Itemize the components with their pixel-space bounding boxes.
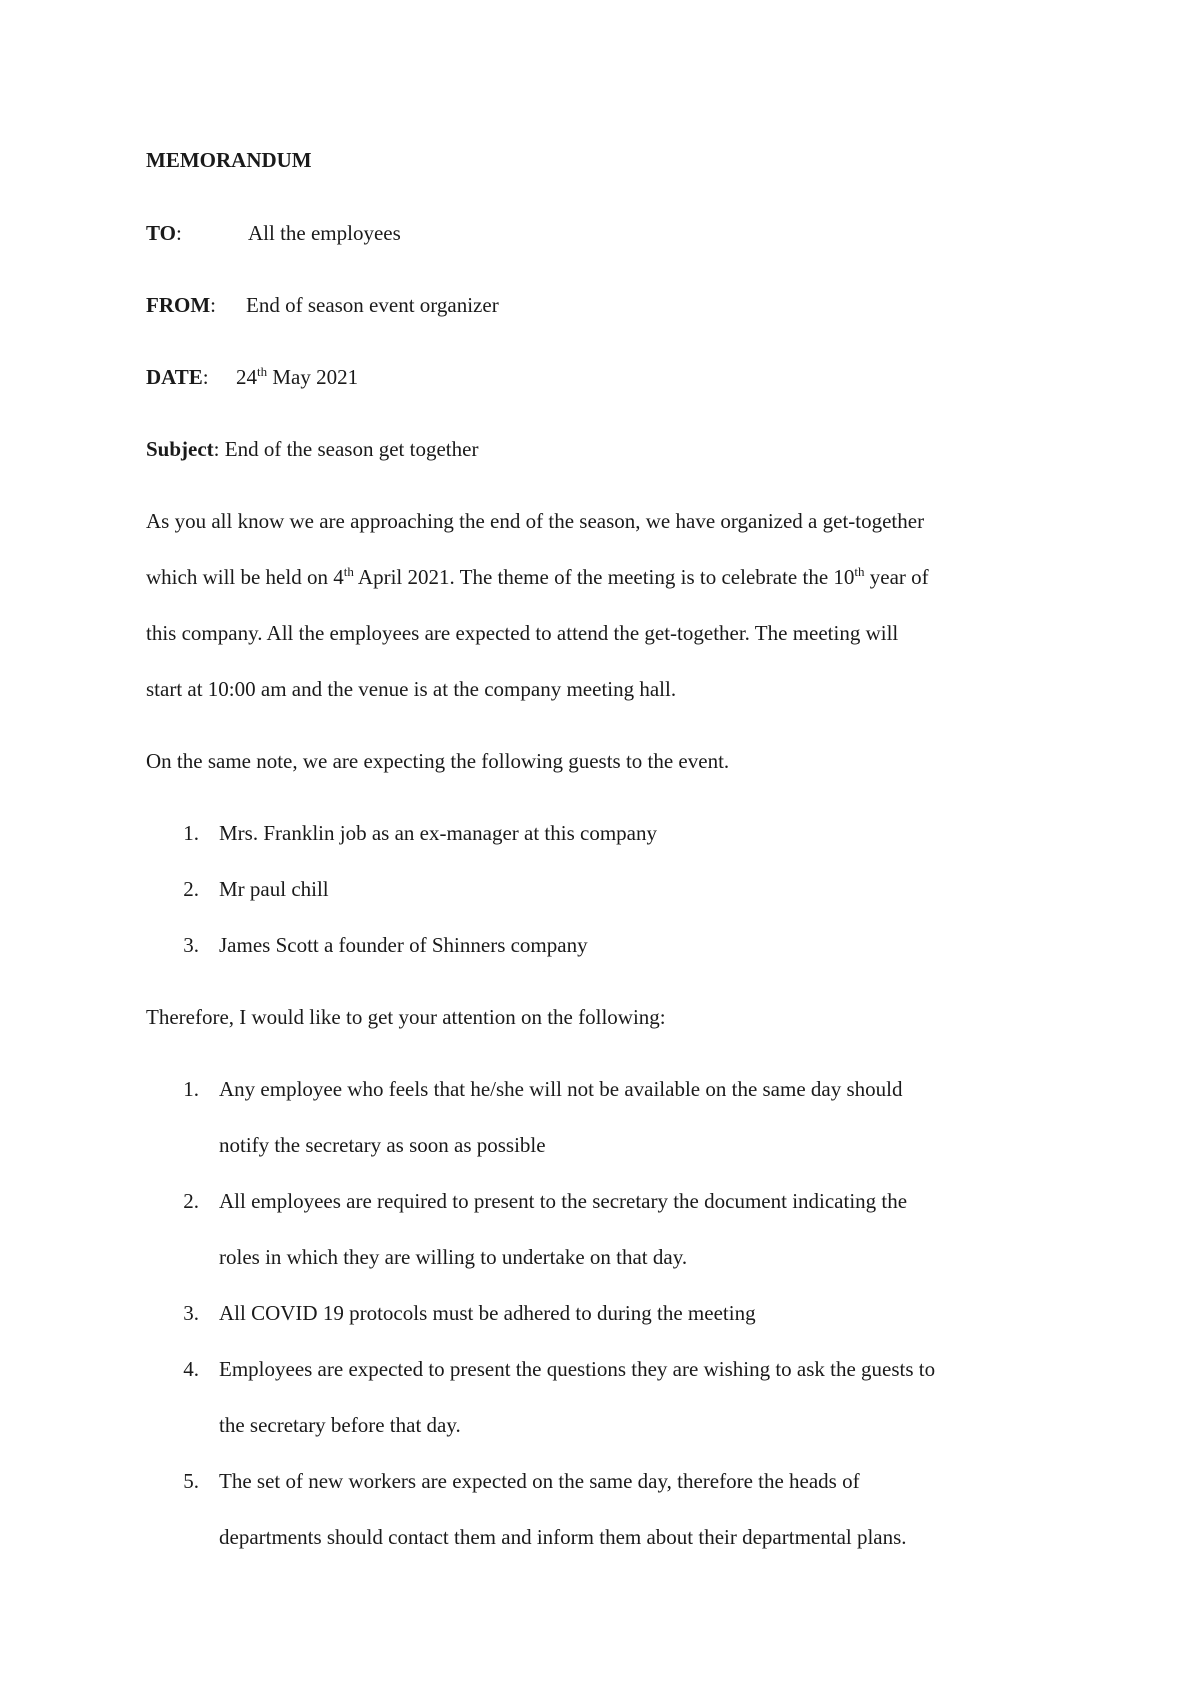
para1-line2-sup1: th [343, 564, 354, 579]
to-label: TO [146, 221, 176, 245]
para1-line2-sup2: th [854, 564, 865, 579]
para3: Therefore, I would like to get your attention on the following: [146, 1005, 666, 1029]
point-item-line2: notify the secretary as soon as possible [219, 1133, 546, 1157]
memo-to-row [146, 220, 182, 246]
subject-colon: : [213, 437, 220, 461]
memo-from-row [146, 292, 216, 318]
from-label: FROM [146, 293, 211, 317]
point-number: 3. [183, 1301, 199, 1325]
point-number: 1. [183, 1077, 199, 1101]
date-value [236, 364, 358, 390]
point-item-line1: Any employee who feels that he/she will not be available on the same day should [219, 1077, 903, 1101]
para1-line2 [146, 564, 929, 590]
from-value: End of season event organizer [246, 293, 499, 317]
guest-item: James Scott a founder of Shinners company [219, 933, 588, 957]
para1-line3: this company. All the employees are expected to attend the get-together. The meeting will [146, 621, 899, 645]
point-number: 4. [183, 1357, 199, 1381]
date-colon: : [202, 365, 209, 389]
guest-number: 3. [183, 933, 199, 957]
date-label: DATE [146, 365, 203, 389]
point-number: 5. [183, 1469, 199, 1493]
para1-line2-part1: which will be held on 4 [146, 565, 344, 589]
date-day: 24 [236, 365, 257, 389]
guest-number: 1. [183, 821, 199, 845]
subject-value: End of the season get together [219, 437, 479, 461]
to-colon: : [175, 221, 182, 245]
point-item-line1: All employees are required to present to the secretary the document indicating the [219, 1189, 908, 1213]
para1-line2-part3: year of [864, 565, 929, 589]
date-rest: May 2021 [267, 365, 359, 389]
from-colon: : [210, 293, 216, 317]
memo-heading: MEMORANDUM [146, 148, 312, 172]
to-value: All the employees [248, 221, 401, 245]
point-item-line1: All COVID 19 protocols must be adhered to during the meeting [219, 1301, 756, 1325]
point-item-line2: roles in which they are willing to undertake on that day. [219, 1245, 688, 1269]
point-item-line2: the secretary before that day. [219, 1413, 461, 1437]
point-item-line1: Employees are expected to present the questions they are wishing to ask the guests to [219, 1357, 936, 1381]
date-suffix: th [257, 364, 268, 379]
point-item-line1: The set of new workers are expected on the same day, therefore the heads of [219, 1469, 860, 1493]
memo-subject-row [146, 436, 478, 462]
guest-item: Mrs. Franklin job as an ex-manager at this company [219, 821, 657, 845]
para1-line1: As you all know we are approaching the end of the season, we have organized a get-together [146, 509, 925, 533]
point-item-line2: departments should contact them and inform them about their departmental plans. [219, 1525, 907, 1549]
point-number: 2. [183, 1189, 199, 1213]
guest-number: 2. [183, 877, 199, 901]
para1-line2-part2: April 2021. The theme of the meeting is to celebrate the 10 [353, 565, 855, 589]
guest-item: Mr paul chill [219, 877, 329, 901]
memo-date-row [146, 364, 209, 390]
para1-line4: start at 10:00 am and the venue is at the company meeting hall. [146, 677, 677, 701]
para2: On the same note, we are expecting the following guests to the event. [146, 749, 730, 773]
subject-label: Subject [146, 437, 214, 461]
